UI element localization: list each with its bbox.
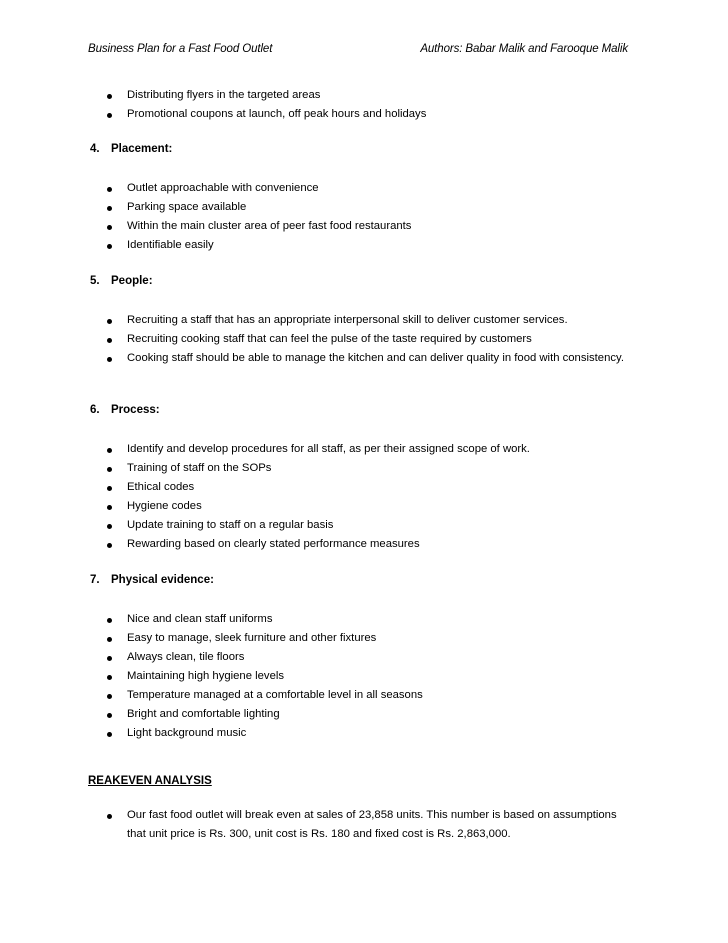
- bullet-icon: [107, 713, 112, 718]
- bullet-icon: [107, 486, 112, 491]
- list-item: Temperature managed at a comfortable level in all seasons: [0, 686, 728, 705]
- bullet-icon: [107, 319, 112, 324]
- list-item: Our fast food outlet will break even at sales of 23,858 units. This number is based on assumptions that unit price is Rs. 300, unit cost is Rs. 180 and fixed cost is Rs. 2,863,000.: [0, 806, 728, 844]
- physical-evidence-list: [0, 610, 728, 743]
- bullet-icon: [107, 637, 112, 642]
- people-list: [0, 311, 728, 368]
- bullet-icon: [107, 814, 112, 819]
- bullet-icon: [107, 524, 112, 529]
- section-heading-breakeven: REAKEVEN ANALYSIS: [88, 775, 212, 787]
- bullet-icon: [107, 505, 112, 510]
- bullet-icon: [107, 113, 112, 118]
- bullet-icon: [107, 448, 112, 453]
- bullet-icon: [107, 732, 112, 737]
- list-item: Within the main cluster area of peer fast food restaurants: [0, 217, 728, 236]
- list-item: Distributing flyers in the targeted areas: [0, 86, 728, 105]
- list-item: Outlet approachable with convenience: [0, 179, 728, 198]
- section-heading-placement: 4. Placement:: [90, 143, 173, 155]
- list-item: Parking space available: [0, 198, 728, 217]
- list-item: Rewarding based on clearly stated performance measures: [0, 535, 728, 554]
- bullet-icon: [107, 94, 112, 99]
- list-item: Recruiting cooking staff that can feel the pulse of the taste required by customers: [0, 330, 728, 349]
- list-item: Identifiable easily: [0, 236, 728, 255]
- list-item: Recruiting a staff that has an appropriate interpersonal skill to deliver customer services.: [0, 311, 728, 330]
- list-item: Update training to staff on a regular basis: [0, 516, 728, 535]
- bullet-icon: [107, 225, 112, 230]
- list-item: Identify and develop procedures for all staff, as per their assigned scope of work.: [0, 440, 728, 459]
- bullet-icon: [107, 543, 112, 548]
- list-item: Nice and clean staff uniforms: [0, 610, 728, 629]
- list-item: Light background music: [0, 724, 728, 743]
- section-heading-process: 6. Process:: [90, 404, 160, 416]
- bullet-icon: [107, 618, 112, 623]
- header-document-title: Business Plan for a Fast Food Outlet: [88, 43, 273, 55]
- list-item: Cooking staff should be able to manage the kitchen and can deliver quality in food with consistency.: [0, 349, 728, 368]
- bullet-icon: [107, 206, 112, 211]
- bullet-icon: [107, 187, 112, 192]
- list-item: Hygiene codes: [0, 497, 728, 516]
- bullet-icon: [107, 675, 112, 680]
- bullet-icon: [107, 656, 112, 661]
- list-item: Always clean, tile floors: [0, 648, 728, 667]
- process-list: [0, 440, 728, 554]
- list-item: Training of staff on the SOPs: [0, 459, 728, 478]
- list-item: Bright and comfortable lighting: [0, 705, 728, 724]
- list-item: Easy to manage, sleek furniture and other fixtures: [0, 629, 728, 648]
- page-header: [88, 43, 628, 61]
- bullet-icon: [107, 694, 112, 699]
- header-authors: Authors: Babar Malik and Farooque Malik: [420, 43, 628, 55]
- list-item: Ethical codes: [0, 478, 728, 497]
- list-item: Maintaining high hygiene levels: [0, 667, 728, 686]
- bullet-icon: [107, 338, 112, 343]
- list-item: Promotional coupons at launch, off peak hours and holidays: [0, 105, 728, 124]
- bullet-icon: [107, 244, 112, 249]
- bullet-icon: [107, 467, 112, 472]
- section-heading-people: 5. People:: [90, 275, 153, 287]
- bullet-icon: [107, 357, 112, 362]
- breakeven-list: [0, 806, 728, 844]
- placement-list: [0, 179, 728, 255]
- section-heading-physical-evidence: 7. Physical evidence:: [90, 574, 214, 586]
- promotion-list: [0, 86, 728, 124]
